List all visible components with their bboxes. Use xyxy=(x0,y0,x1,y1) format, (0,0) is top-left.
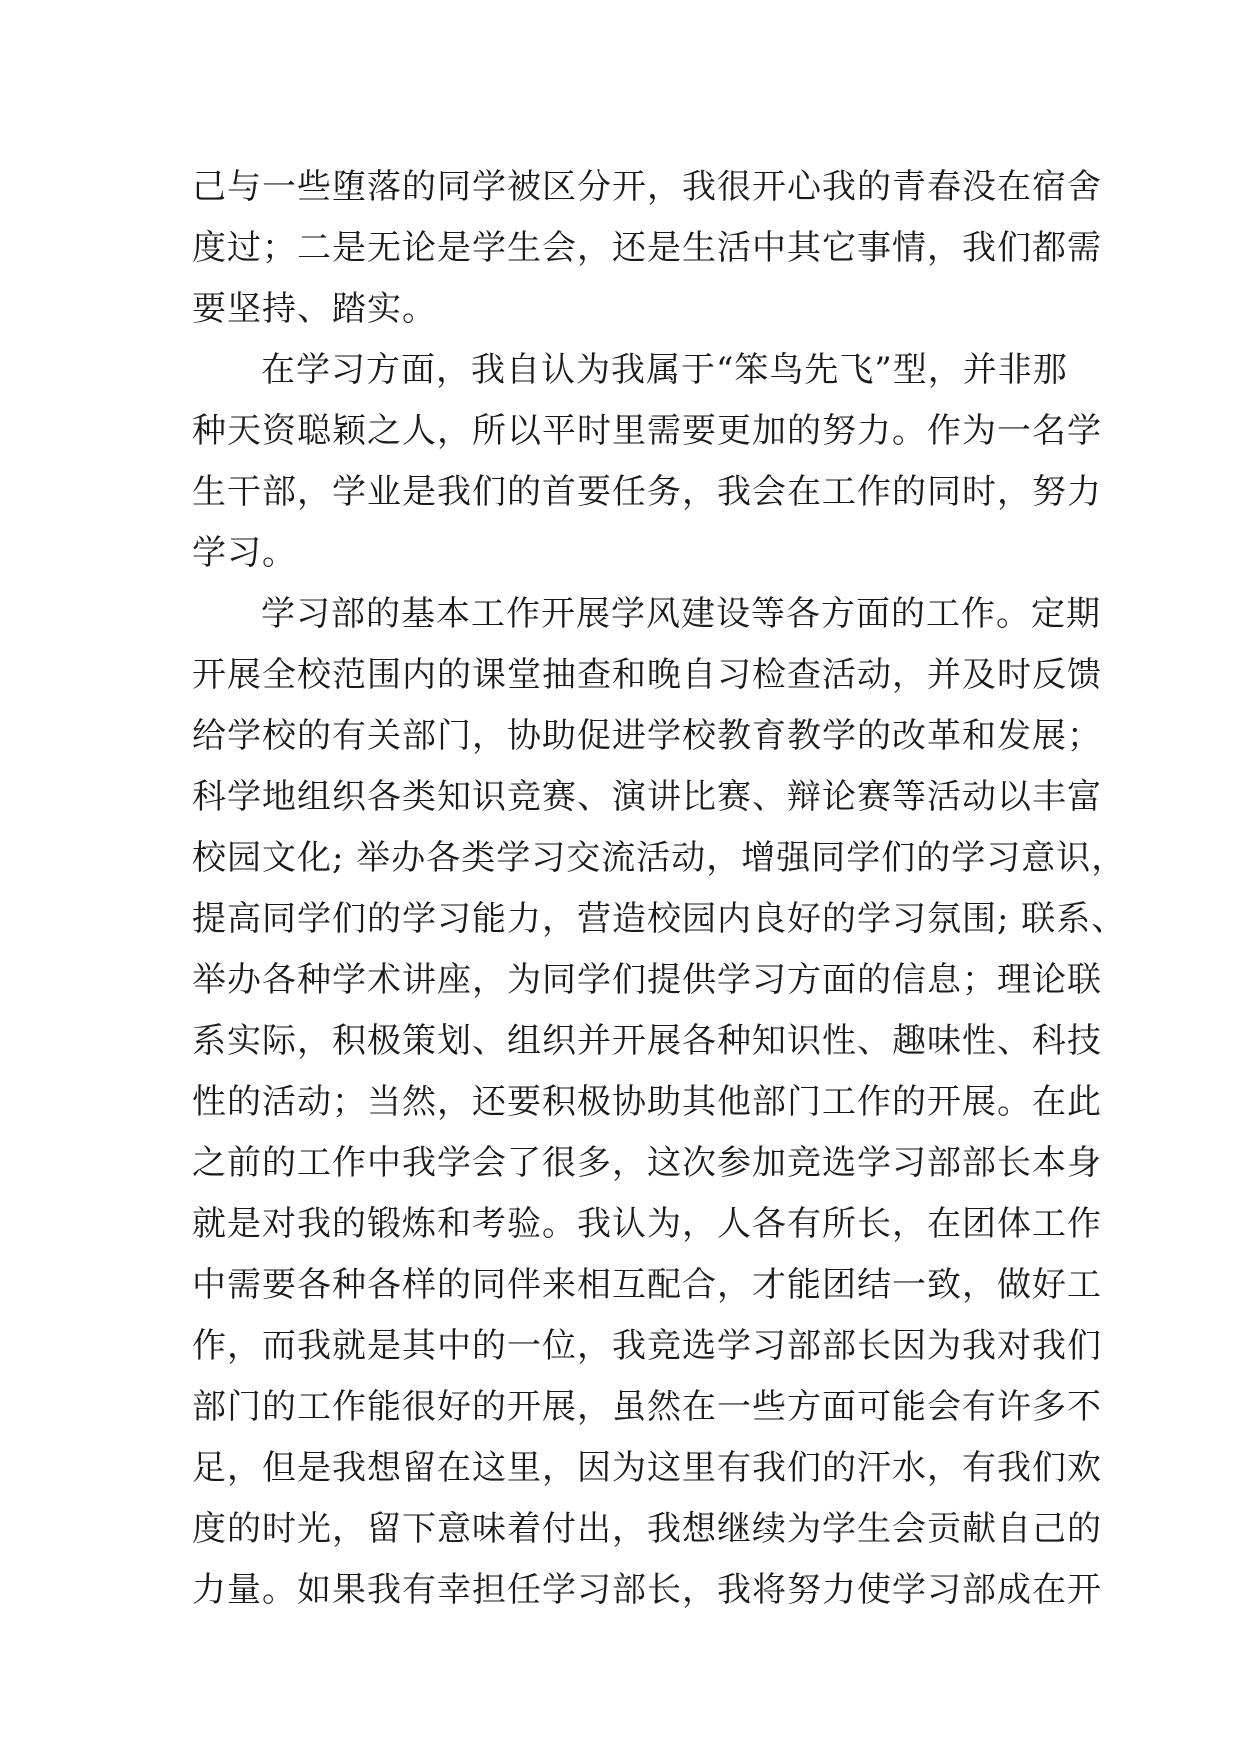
text-line: 中需要各种各样的同伴来相互配合，才能团结一致，做好工 xyxy=(192,1265,1102,1305)
text-line: 举办各种学术讲座，为同学们提供学习方面的信息；理论联 xyxy=(192,960,1102,1000)
text-line: 种天资聪颖之人，所以平时里需要更加的努力。作为一名学 xyxy=(192,411,1102,451)
text-line: 校园文化; 举办各类学习交流活动，增强同学们的学习意识， xyxy=(192,838,1127,878)
paragraph-first-line: 学习部的基本工作开展学风建设等各方面的工作。定期 xyxy=(261,594,1101,634)
text-line: 给学校的有关部门，协助促进学校教育教学的改革和发展； xyxy=(192,716,1102,756)
text-line: 力量。如果我有幸担任学习部长，我将努力使学习部成在开 xyxy=(192,1570,1102,1610)
text-line: 生干部，学业是我们的首要任务，我会在工作的同时，努力 xyxy=(192,472,1102,512)
text-line: 要坚持、踏实。 xyxy=(192,289,437,329)
text-line: 科学地组织各类知识竞赛、演讲比赛、辩论赛等活动以丰富 xyxy=(192,777,1102,817)
text-line: 学习。 xyxy=(192,533,297,573)
text-line: 之前的工作中我学会了很多，这次参加竞选学习部部长本身 xyxy=(192,1143,1102,1183)
text-line: 提高同学们的学习能力，营造校园内良好的学习氛围; 联系、 xyxy=(192,899,1127,939)
text-line: 开展全校范围内的课堂抽查和晚自习检查活动，并及时反馈 xyxy=(192,655,1102,695)
text-line: 性的活动；当然，还要积极协助其他部门工作的开展。在此 xyxy=(192,1082,1102,1122)
paragraph-first-line: 在学习方面，我自认为我属于“笨鸟先飞”型，并非那 xyxy=(261,350,1068,390)
text-line: 作，而我就是其中的一位，我竞选学习部部长因为我对我们 xyxy=(192,1326,1102,1366)
text-line: 部门的工作能很好的开展，虽然在一些方面可能会有许多不 xyxy=(192,1387,1102,1427)
text-line: 度的时光，留下意味着付出，我想继续为学生会贡献自己的 xyxy=(192,1509,1102,1549)
document-body xyxy=(192,157,1127,1621)
text-line: 度过；二是无论是学生会，还是生活中其它事情，我们都需 xyxy=(192,228,1102,268)
text-line: 系实际，积极策划、组织并开展各种知识性、趣味性、科技 xyxy=(192,1021,1102,1061)
text-line: 就是对我的锻炼和考验。我认为，人各有所长，在团体工作 xyxy=(192,1204,1102,1244)
text-line: 足，但是我想留在这里，因为这里有我们的汗水，有我们欢 xyxy=(192,1448,1102,1488)
text-line: 己与一些堕落的同学被区分开，我很开心我的青春没在宿舍 xyxy=(192,167,1102,207)
